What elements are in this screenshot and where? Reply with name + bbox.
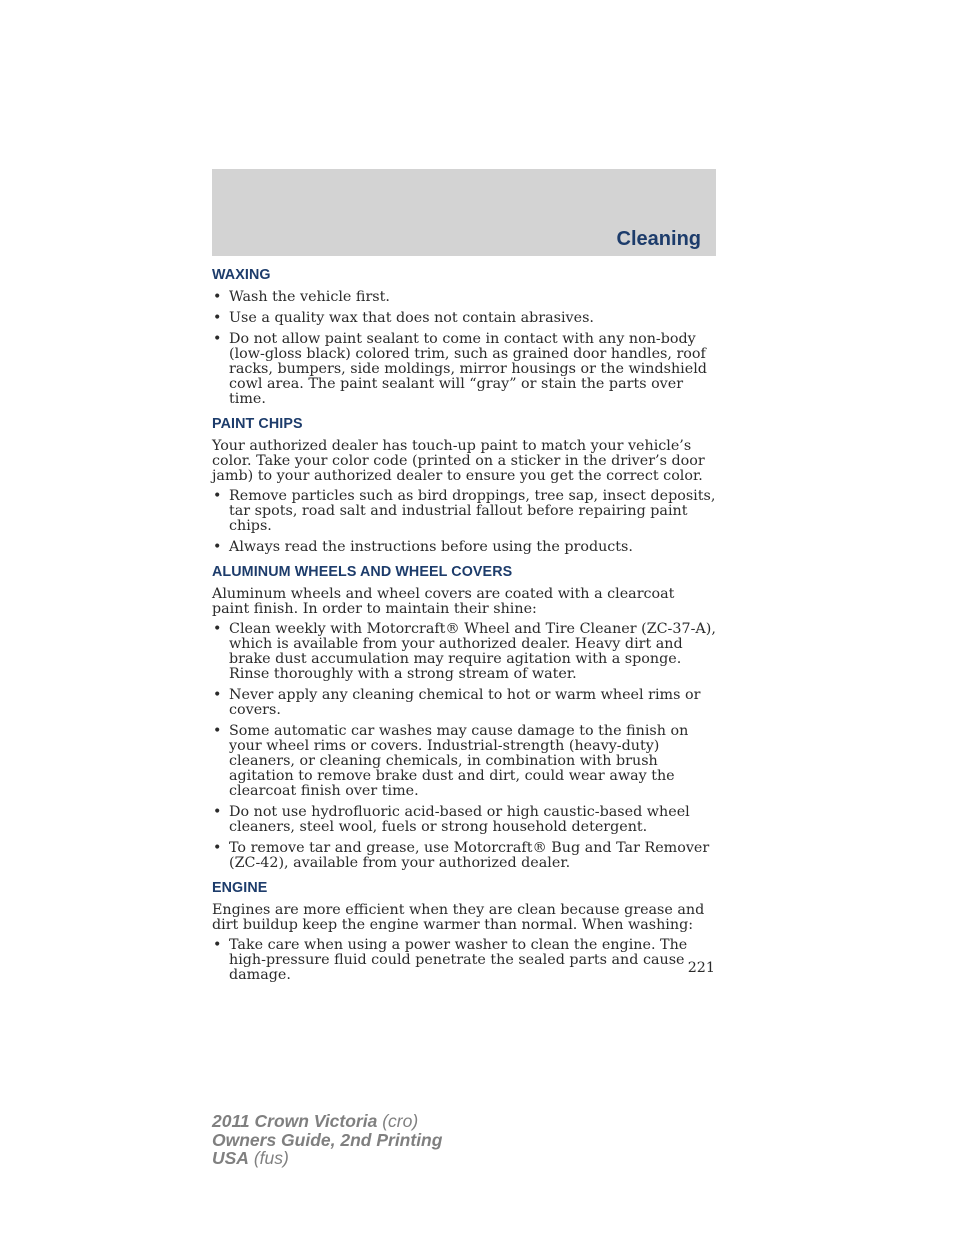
section-heading: WAXING: [212, 267, 271, 283]
footer-model-code: (cro): [382, 1111, 419, 1131]
bullet-list: [212, 938, 716, 983]
footer-market: USA: [212, 1148, 249, 1168]
section-paint-chips: [212, 415, 716, 555]
footer-market-code: (fus): [253, 1148, 289, 1168]
footer-model: 2011 Crown Victoria: [212, 1111, 378, 1131]
list-item: • Do not use hydrofluoric acid-based or high caustic-based wheel cleaners, steel wool, fuels or strong household detergent.: [212, 805, 716, 835]
section-heading: PAINT CHIPS: [212, 416, 303, 432]
list-item: • Never apply any cleaning chemical to hot or warm wheel rims or covers.: [212, 688, 716, 718]
section-heading: ENGINE: [212, 880, 268, 896]
paragraph: Your authorized dealer has touch-up paint to match your vehicle’s color. Take your color code (printed on a sticker in the driver’s door jamb) to your authorized dealer to ensure you get the correct color.: [212, 438, 705, 484]
list-item: • Wash the vehicle first.: [212, 290, 716, 305]
list-item: • Take care when using a power washer to clean the engine. The high-pressure fluid could penetrate the sealed parts and cause damage.: [212, 938, 716, 983]
page-number: 221: [687, 960, 715, 976]
section-engine: [212, 879, 716, 983]
section-waxing: [212, 266, 716, 407]
list-item: • Always read the instructions before using the products.: [212, 540, 716, 555]
main-content: [212, 266, 716, 991]
list-item: • To remove tar and grease, use Motorcraft® Bug and Tar Remover (ZC-42), available from your authorized dealer.: [212, 841, 716, 871]
list-item: • Do not allow paint sealant to come in contact with any non-body (low-gloss black) colored trim, such as grained door handles, roof racks, bumpers, side moldings, mirror housings or the windshield cowl area. The paint sealant will “gray” or stain the parts over time.: [212, 332, 716, 407]
list-item: • Clean weekly with Motorcraft® Wheel and Tire Cleaner (ZC-37-A), which is available from your authorized dealer. Heavy dirt and brake dust accumulation may require agitation with a sponge. Rinse thoroughly with a strong stream of water.: [212, 622, 716, 682]
header-band: [212, 169, 716, 256]
section-aluminum-wheels: [212, 563, 716, 871]
bullet-list: [212, 489, 716, 555]
bullet-list: [212, 290, 716, 407]
section-heading: ALUMINUM WHEELS AND WHEEL COVERS: [212, 564, 513, 580]
list-item: • Some automatic car washes may cause damage to the finish on your wheel rims or covers. Industrial-strength (heavy-duty) cleaners, or cleaning chemicals, in combination with brush agitation to remove brake dust and dirt, could wear away the clearcoat finish over time.: [212, 724, 716, 799]
list-item: • Remove particles such as bird droppings, tree sap, insect deposits, tar spots, road salt and industrial fallout before repairing paint chips.: [212, 489, 716, 534]
paragraph: Aluminum wheels and wheel covers are coated with a clearcoat paint finish. In order to maintain their shine:: [212, 586, 675, 617]
footer-imprint: [212, 1112, 442, 1168]
paragraph: Engines are more efficient when they are clean because grease and dirt buildup keep the engine warmer than normal. When washing:: [212, 902, 705, 933]
footer-edition: Owners Guide, 2nd Printing: [212, 1129, 443, 1150]
bullet-list: [212, 622, 716, 871]
page-title: Cleaning: [616, 228, 701, 250]
list-item: • Use a quality wax that does not contain abrasives.: [212, 311, 716, 326]
